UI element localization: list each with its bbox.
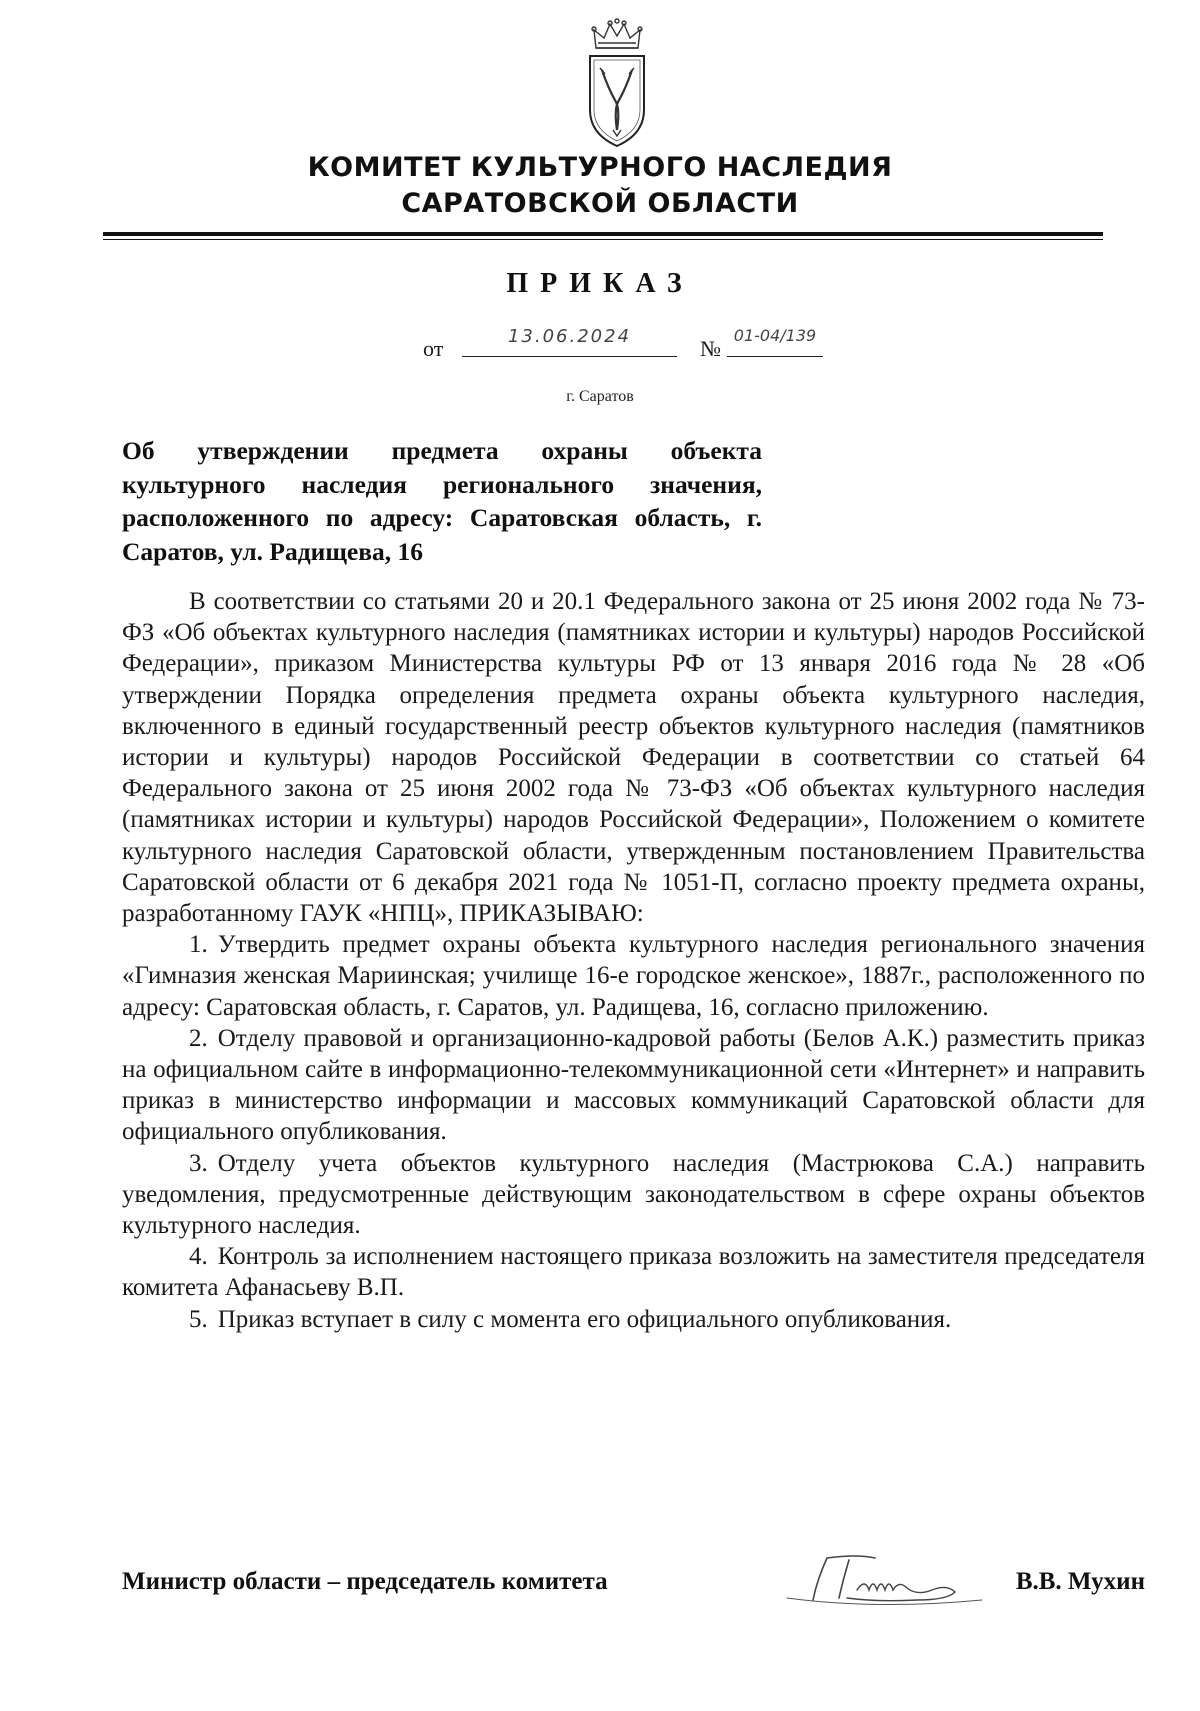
item-number: 2.	[189, 1024, 208, 1052]
city-label: г. Саратов	[566, 388, 634, 405]
number-label: №	[700, 336, 721, 361]
document-type-title: ПРИКАЗ	[506, 268, 694, 299]
item-number: 1.	[189, 931, 208, 959]
organization-name-line-1: КОМИТЕТ КУЛЬТУРНОГО НАСЛЕДИЯ	[307, 152, 893, 183]
order-item	[122, 1304, 1145, 1335]
item-text: Приказ вступает в силу с момента его официального опубликования.	[217, 1305, 952, 1333]
date-field	[462, 328, 677, 357]
order-item	[122, 1148, 1145, 1242]
date-label: от	[423, 336, 444, 361]
order-subject: Об утверждении предмета охраны объекта культурного наследия регионального значения, расположенного по адресу: Саратовская область, г. Саратов, ул. Радищева, 16	[122, 436, 762, 566]
preamble-paragraph: В соответствии со статьями 20 и 20.1 Федерального закона от 25 июня 2002 года № 73-ФЗ «Об объектах культурного наследия (памятниках истории и культуры) народов Российской Федерации», приказом Министерства культуры РФ от 13 января 2016 года № 28 «Об утверждении Порядка определения предмета охраны объекта культурного наследия, включенного в единый государственный реестр объектов культурного наследия (памятников истории и культуры) народов Российской Федерации в соответствии со статьей 64 Федерального закона от 25 июня 2002 года № 73-ФЗ «Об объектах культурного наследия (памятниках истории и культуры) народов Российской Федерации», Положением о комитете культурного наследия Саратовской области, утвержденным постановлением Правительства Саратовской области от 6 декабря 2021 года № 1051-П, согласно проекту предмета охраны, разработанному ГАУК «НПЦ», ПРИКАЗЫВАЮ:	[122, 588, 1145, 928]
order-item	[122, 1023, 1145, 1148]
item-text: Утвердить предмет охраны объекта культурного наследия регионального значения «Гимназия женская Мариинская; училище 16-е городское женское», 1887г., расположенного по адресу: Саратовская область, г. Саратов, ул. Радищева, 16, согласно приложению.	[122, 931, 1145, 1021]
item-text: Отделу учета объектов культурного наследия (Мастрюкова С.А.) направить уведомления, предусмотренные действующим законодательством в сфере охраны объектов культурного наследия.	[122, 1149, 1145, 1240]
signatory-name: В.В. Мухин	[1015, 1568, 1145, 1595]
item-number: 3.	[189, 1149, 208, 1177]
order-item	[122, 1241, 1145, 1303]
header-divider-thick	[103, 232, 1103, 236]
item-text: Отделу правовой и организационно-кадровой работы (Белов А.К.) разместить приказ на официальном сайте в информационно-телекоммуникационной сети «Интернет» и направить приказ в министерство информации и массовых коммуникаций Саратовской области для официального опубликования.	[122, 1024, 1145, 1146]
header-divider-thin	[103, 239, 1103, 240]
organization-name-line-2: САРАТОВСКОЙ ОБЛАСТИ	[401, 188, 799, 219]
item-text: Контроль за исполнением настоящего приказа возложить на заместителя председателя комитета Афанасьеву В.П.	[122, 1243, 1145, 1302]
item-number: 4.	[189, 1243, 208, 1271]
coat-of-arms-icon	[582, 18, 652, 150]
signature-block	[122, 1550, 1145, 1610]
number-field	[727, 328, 823, 357]
order-item	[122, 929, 1145, 1023]
date-value: 13.06.2024	[507, 326, 632, 347]
handwritten-signature-icon	[757, 1550, 987, 1610]
signatory-title: Министр области – председатель комитета	[122, 1568, 608, 1595]
number-value: 01-04/139	[733, 326, 817, 345]
item-number: 5.	[189, 1305, 208, 1333]
order-body	[122, 586, 1145, 1335]
